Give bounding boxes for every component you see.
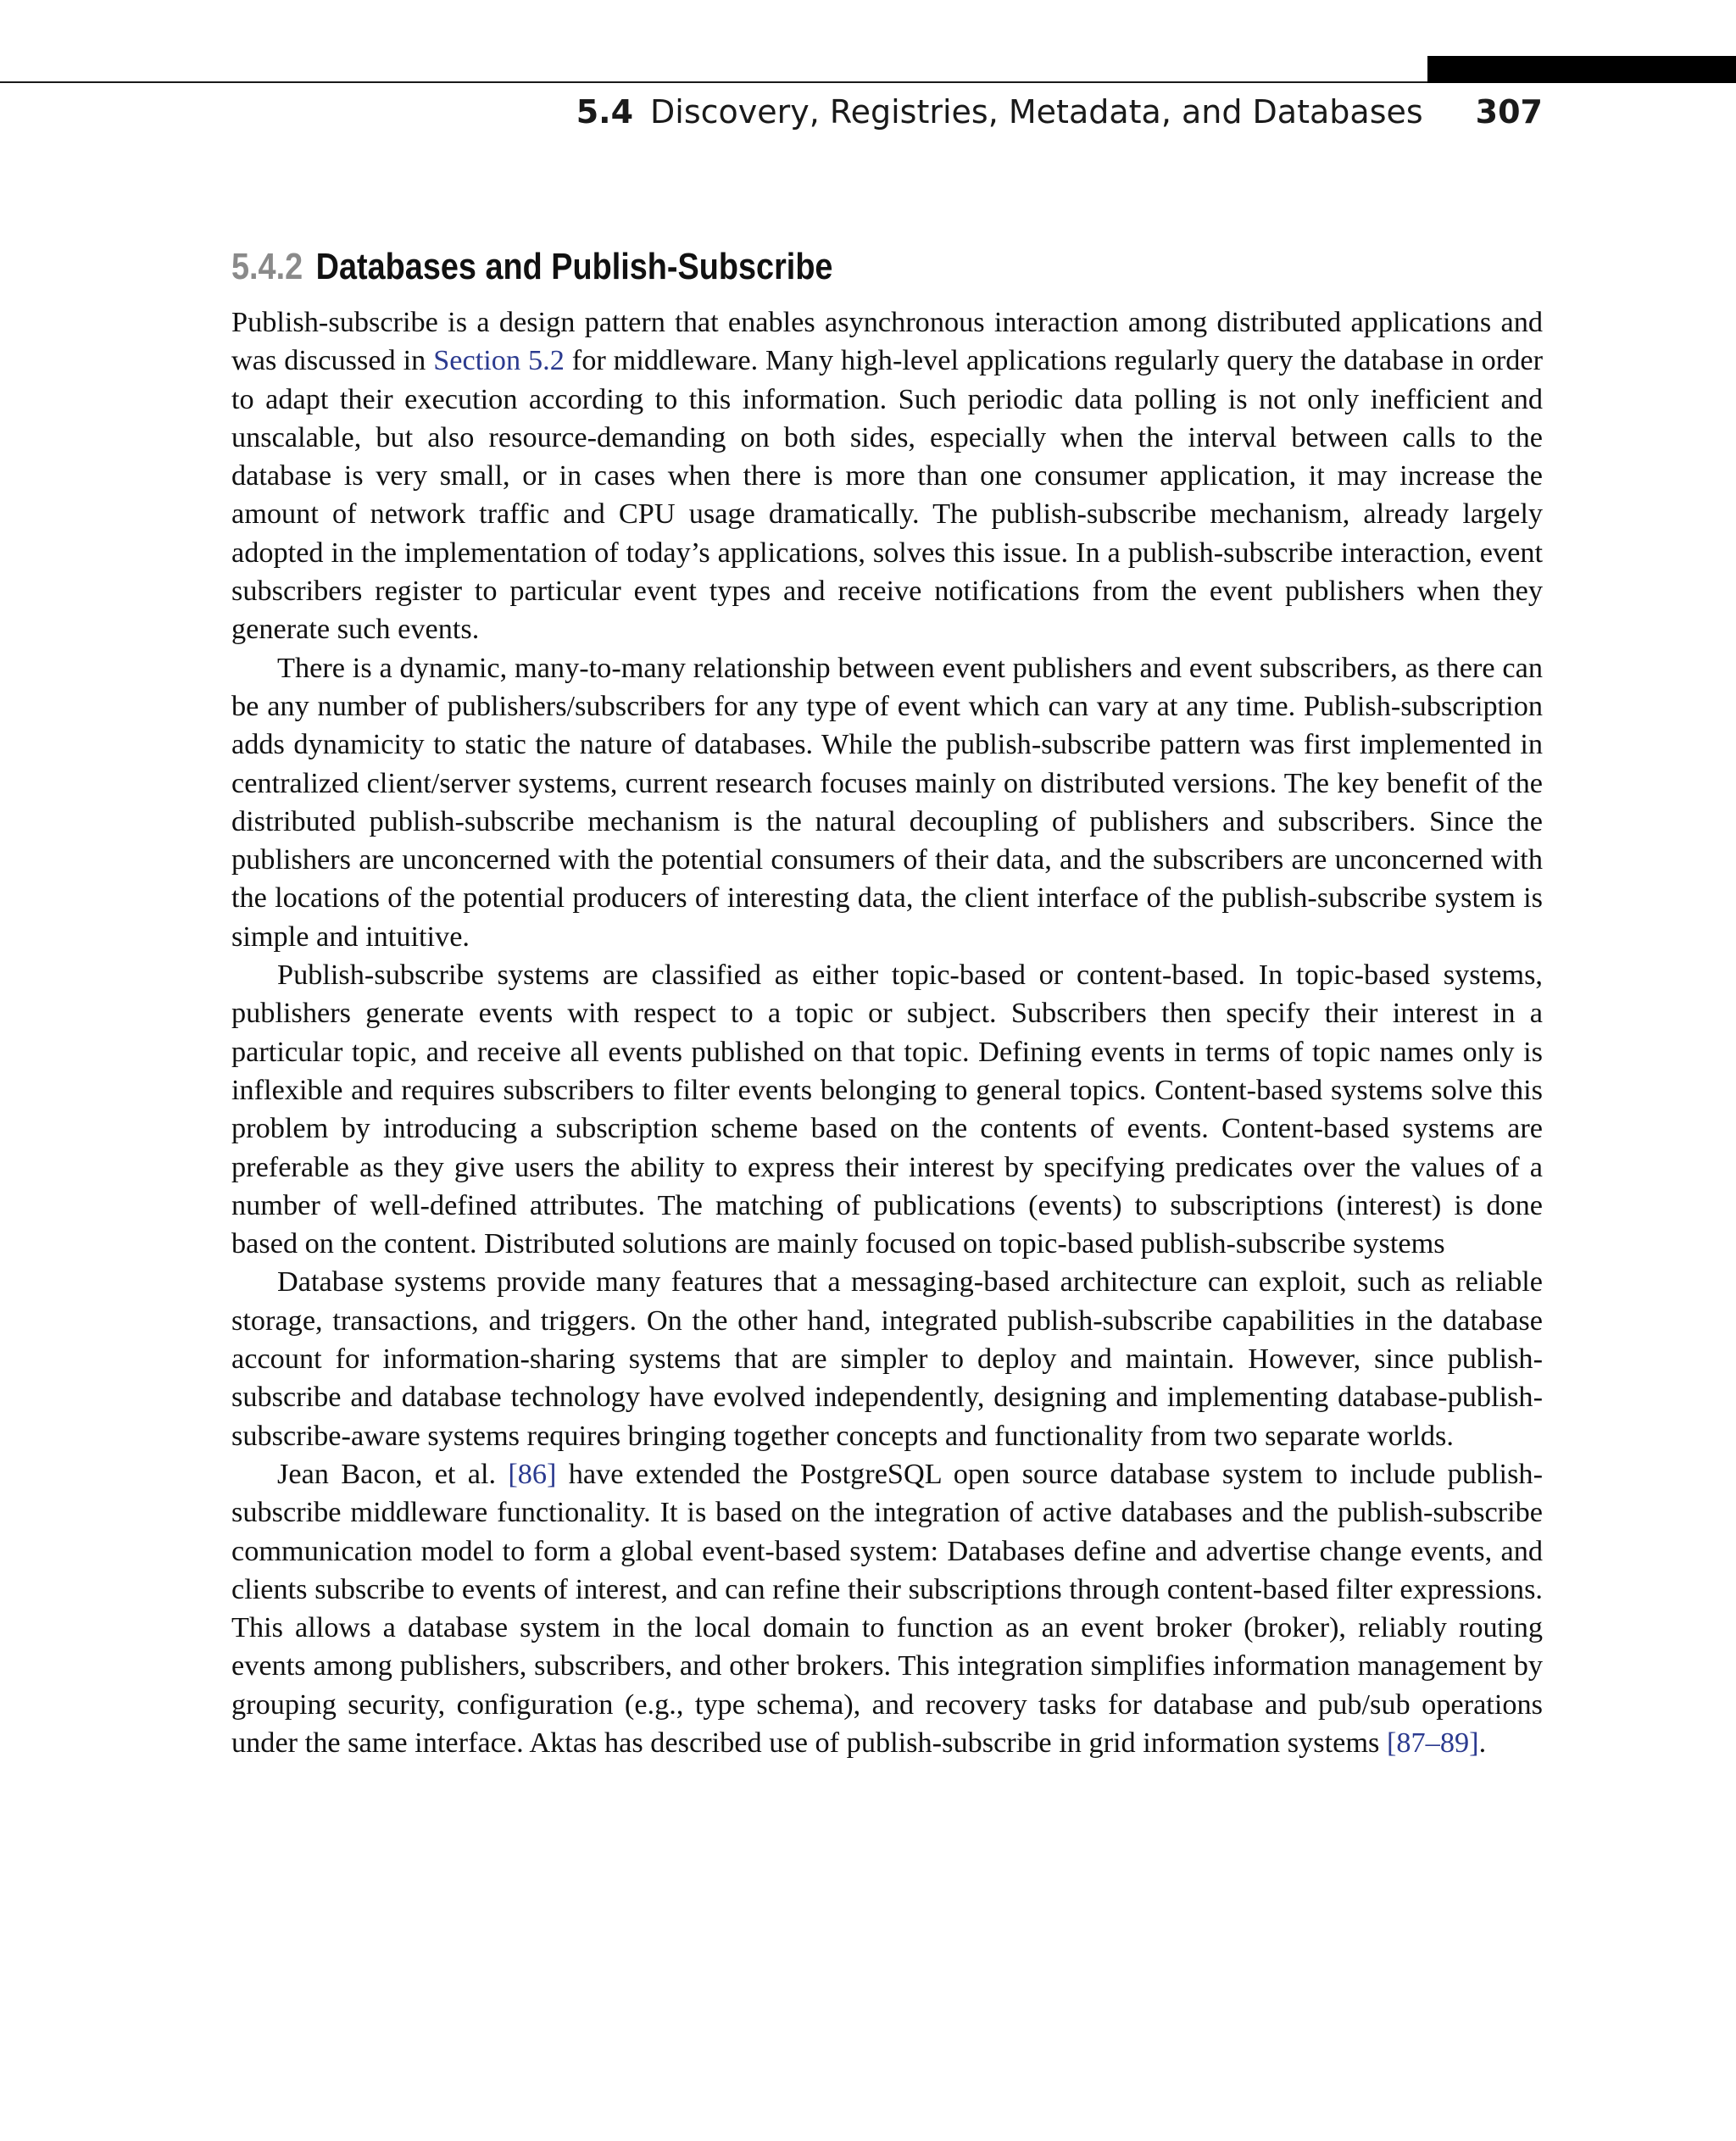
page-number: 307 [1475, 93, 1543, 131]
section-5-2-link[interactable]: Section 5.2 [433, 344, 565, 377]
paragraph-5-text-b: have extended the PostgreSQL open source database system to include publish-subscribe middleware functionality. It is based on the integration of active databases and the publish-subscribe communication model to form a global event-based system: Databases define and advertise change events, and clients subscribe to events of interest, and can refine their subscriptions through content-based filter expressions. This allows a database system in the local domain to function as an event broker (broker), reliably routing events among publishers, subscribers, and other brokers. This integration simplifies information management by grouping security, configuration (e.g., type schema), and recovery tasks for database and pub/sub operations under the same interface. Aktas has described use of publish-subscribe in grid information systems [231, 1457, 1543, 1759]
paragraph-4: Database systems provide many features that a messaging-based architecture can exploit, such as reliable storage, transactions, and triggers. On the other hand, integrated publish-subscribe capabilities in the database account for information-sharing systems that are simpler to deploy and maintain. However, since publish-subscribe and database technology have evolved independently, designing and implementing database-publish-subscribe-aware systems requires bringing together concepts and functionality from two separate worlds. [231, 1265, 1543, 1452]
section-title: Databases and Publish-Subscribe [315, 246, 833, 287]
section-heading [231, 246, 832, 288]
paragraph-5 [231, 1455, 1543, 1762]
header-black-bar [1427, 56, 1736, 83]
running-header [576, 93, 1543, 141]
paragraph-1 [231, 303, 1543, 649]
reference-86-link[interactable]: [86] [508, 1457, 557, 1490]
paragraph-5-text-a: Jean Bacon, et al. [277, 1457, 509, 1490]
paragraph-1-text-a: Publish-subscribe is a design pattern that enables asynchronous interaction among distributed applications and was discussed in [231, 306, 1543, 377]
body-text [231, 303, 1543, 1762]
reference-87-89-link[interactable]: [87–89] [1386, 1726, 1479, 1759]
running-header-section-title: Discovery, Registries, Metadata, and Databases [650, 93, 1423, 131]
running-header-section-number: 5.4 [576, 93, 634, 131]
paragraph-1-text-b: for middleware. Many high-level applications regularly query the database in order to adapt their execution according to this information. Such periodic data polling is not only inefficient and unscalable, but also resource-demanding on both sides, especially when the interval between calls to the database is very small, or in cases when there is more than one consumer application, it may increase the amount of network traffic and CPU usage dramatically. The publish-subscribe mechanism, already largely adopted in the implementation of today’s applications, solves this issue. In a publish-subscribe interaction, event subscribers register to particular event types and receive notifications from the event publishers when they generate such events. [231, 344, 1544, 646]
section-number: 5.4.2 [231, 246, 303, 287]
paragraph-3: Publish-subscribe systems are classified as either topic-based or content-based. In topic-based systems, publishers generate events with respect to a topic or subject. Subscribers then specify their interest in a particular topic, and receive all events published on that topic. Defining events in terms of topic names only is inflexible and requires subscribers to filter events belonging to general topics. Content-based systems solve this problem by introducing a subscription scheme based on the contents of events. Content-based systems are preferable as they give users the ability to express their interest by specifying predicates over the values of a number of well-defined attributes. The matching of publications (events) to subscriptions (interest) is done based on the content. Distributed solutions are mainly focused on topic-based publish-subscribe systems [231, 959, 1543, 1260]
paragraph-2: There is a dynamic, many-to-many relationship between event publishers and event subscribers, as there can be any number of publishers/subscribers for any type of event which can vary at any time. Publish-subscription adds dynamicity to static the nature of databases. While the publish-subscribe pattern was first implemented in centralized client/server systems, current research focuses mainly on distributed versions. The key benefit of the distributed publish-subscribe mechanism is the natural decoupling of publishers and subscribers. Since the publishers are unconcerned with the potential consumers of their data, and the subscribers are unconcerned with the locations of the potential producers of interesting data, the client interface of the publish-subscribe system is simple and intuitive. [231, 651, 1543, 953]
paragraph-5-text-c: . [1478, 1726, 1487, 1759]
